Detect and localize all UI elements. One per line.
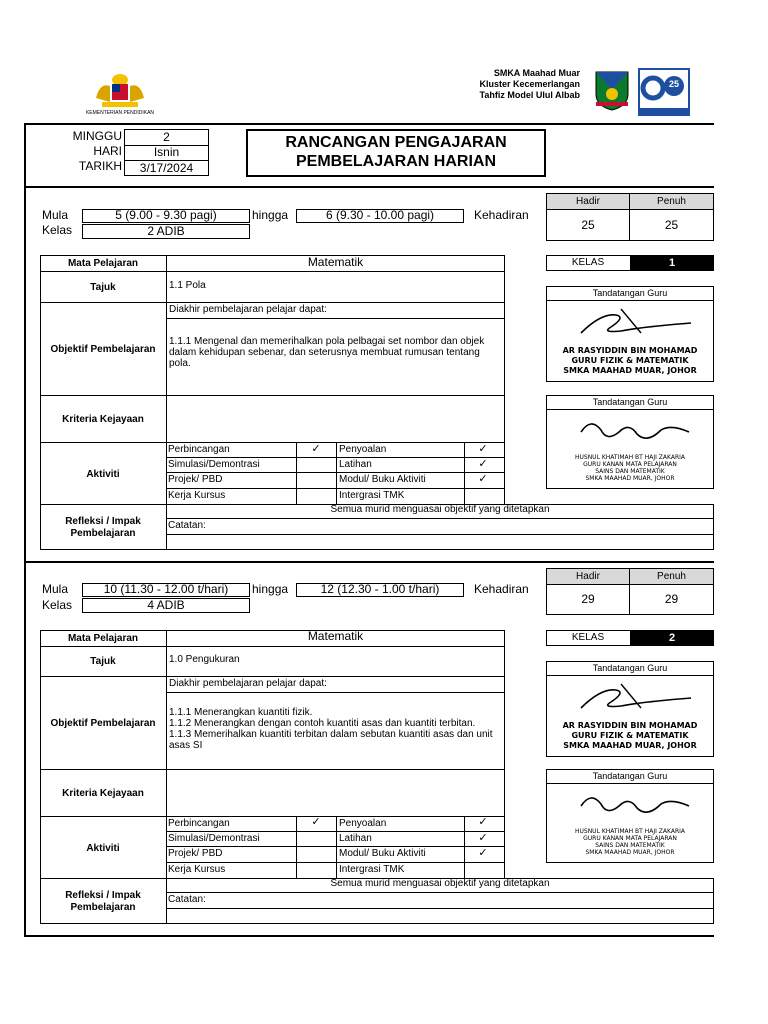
guru2-school: SMKA MAAHAD MUAR, JOHOR [585, 475, 675, 482]
signature-1-icon [571, 303, 701, 343]
objektif-intro: Diakhir pembelajaran pelajar dapat: [169, 304, 327, 315]
signature-1-icon [571, 678, 701, 718]
mata-pelajaran-label: Mata Pelajaran [67, 633, 139, 644]
guru1-role: GURU FIZIK & MATEMATIK [571, 731, 689, 740]
kelas-number: 2 [630, 631, 714, 646]
act-perbincangan: Perbincangan [168, 444, 230, 455]
signature-title: Tandatangan Guru [547, 396, 713, 410]
act-simulasi: Simulasi/Demontrasi [168, 459, 260, 470]
guru2-dept: SAINS DAN MATEMATIK [595, 468, 665, 475]
minggu-value: 2 [163, 130, 170, 144]
hadir-value: 29 [546, 584, 630, 615]
objektif-label: Objektif Pembelajaran [50, 717, 156, 729]
act-modul: Modul/ Buku Aktiviti [339, 848, 426, 859]
guru1-school: SMKA MAAHAD MUAR, JOHOR [563, 741, 697, 750]
refleksi-label: Refleksi / Impak Pembelajaran [65, 889, 141, 913]
refleksi-value: Semua murid menguasai objektif yang ditetapkan [330, 878, 550, 889]
kelas-label: Kelas [42, 598, 73, 612]
hadir-value: 25 [546, 209, 630, 241]
act-latihan: Latihan [339, 459, 372, 470]
signature-title: Tandatangan Guru [547, 662, 713, 676]
act-penyoalan: Penyoalan [339, 444, 387, 455]
catatan-label: Catatan: [168, 520, 206, 531]
act-projek: Projek/ PBD [168, 474, 223, 485]
ministry-label: KEMENTERIAN PENDIDIKAN [85, 110, 155, 116]
act-tmk: Intergrasi TMK [339, 490, 405, 501]
hingga-value: 12 (12.30 - 1.00 t/hari) [320, 582, 440, 596]
hadir-header: Hadir [546, 568, 630, 585]
penuh-header: Penuh [629, 193, 714, 210]
act-kerja: Kerja Kursus [168, 864, 226, 875]
school-crest [592, 68, 632, 112]
kelas-label: Kelas [42, 223, 73, 237]
aktiviti-label: Aktiviti [86, 842, 120, 854]
page-title-line1: RANCANGAN PENGAJARAN [285, 134, 507, 151]
minggu-label: MINGGU [72, 129, 122, 143]
mata-pelajaran-label: Mata Pelajaran [67, 258, 139, 269]
objektif-value: 1.1.1 Menerangkan kuantiti fizik. 1.1.2 Menerangkan dengan contoh kuantiti asas dan kuantiti terbitan. 1.1.3 Memerihalkan kuantiti terbitan dalam sebutan kuantiti asas dan unit asas SI [169, 707, 493, 751]
kelas-value: 2 ADIB [147, 224, 185, 238]
guru2-role: GURU KANAN MATA PELAJARAN [583, 461, 677, 468]
act-simulasi: Simulasi/Demontrasi [168, 833, 260, 844]
penuh-value: 25 [629, 209, 714, 241]
guru2-name: HUSNUL KHATIMAH BT HAJI ZAKARIA [574, 454, 685, 461]
objektif-value: 1.1.1 Mengenal dan memerihalkan pola pelbagai set nombor dan objek dalam kehidupan sebenar, dan seterusnya membuat rumusan tentang pola. [169, 336, 487, 369]
hingga-value: 6 (9.30 - 10.00 pagi) [325, 208, 435, 222]
signature-title: Tandatangan Guru [547, 770, 713, 784]
penuh-header: Penuh [629, 568, 714, 585]
tajuk-value: 1.0 Pengukuran [169, 654, 240, 665]
act-penyoalan: Penyoalan [339, 818, 387, 829]
tick-latihan: ✓ [478, 832, 488, 844]
kehadiran-label: Kehadiran [474, 582, 529, 596]
catatan-label: Catatan: [168, 894, 206, 905]
tajuk-value: 1.1 Pola [169, 280, 206, 291]
kelas-value: 4 ADIB [147, 598, 185, 612]
act-tmk: Intergrasi TMK [339, 864, 405, 875]
mula-label: Mula [42, 208, 69, 222]
guru2-name: HUSNUL KHATIMAH BT HAJI ZAKARIA [574, 828, 685, 835]
tarikh-value: 3/17/2024 [139, 161, 194, 175]
signature-2-icon [571, 786, 701, 826]
signature-2-icon [571, 412, 701, 452]
guru2-school: SMKA MAAHAD MUAR, JOHOR [585, 849, 675, 856]
act-latihan: Latihan [339, 833, 372, 844]
hingga-label: hingga [252, 582, 289, 596]
objektif-intro: Diakhir pembelajaran pelajar dapat: [169, 678, 327, 689]
act-modul: Modul/ Buku Aktiviti [339, 474, 426, 485]
tick-penyoalan: ✓ [478, 816, 488, 828]
school-cluster: Kluster Kecemerlangan [479, 79, 580, 89]
kelas-number: 1 [630, 256, 714, 271]
tick-modul: ✓ [478, 473, 488, 485]
objektif-label: Objektif Pembelajaran [50, 343, 156, 355]
guru2-dept: SAINS DAN MATEMATIK [595, 842, 665, 849]
refleksi-value: Semua murid menguasai objektif yang ditetapkan [330, 504, 550, 515]
tajuk-label: Tajuk [90, 656, 116, 667]
mula-label: Mula [42, 582, 69, 596]
kriteria-label: Kriteria Kejayaan [62, 413, 144, 425]
guru2-role: GURU KANAN MATA PELAJARAN [583, 835, 677, 842]
hingga-label: hingga [252, 208, 289, 222]
tick-penyoalan: ✓ [478, 443, 488, 455]
page-title-line2: PEMBELAJARAN HARIAN [295, 153, 496, 170]
mula-value: 5 (9.00 - 9.30 pagi) [115, 208, 217, 222]
school-program: Tahfiz Model Ulul Albab [479, 90, 580, 100]
kelas-box-label: KELAS [571, 632, 605, 643]
tick-modul: ✓ [478, 847, 488, 859]
mula-value: 10 (11.30 - 12.00 t/hari) [103, 582, 229, 596]
tarikh-label: TARIKH [78, 159, 122, 173]
kehadiran-label: Kehadiran [474, 208, 529, 222]
subject-value: Matematik [307, 629, 364, 643]
guru1-name: AR RASYIDDIN BIN MOHAMAD [562, 721, 698, 730]
act-perbincangan: Perbincangan [168, 818, 230, 829]
kriteria-label: Kriteria Kejayaan [62, 787, 144, 799]
hari-value: Isnin [153, 145, 180, 159]
aktiviti-label: Aktiviti [86, 468, 120, 480]
penuh-value: 29 [629, 584, 714, 615]
tajuk-label: Tajuk [90, 281, 116, 293]
hadir-header: Hadir [546, 193, 630, 210]
act-projek: Projek/ PBD [168, 848, 223, 859]
school-name: SMKA Maahad Muar [493, 68, 580, 78]
guru1-role: GURU FIZIK & MATEMATIK [571, 356, 689, 365]
hari-label: HARI [93, 144, 122, 158]
signature-title: Tandatangan Guru [547, 287, 713, 301]
excellence-logo [638, 68, 690, 116]
guru1-school: SMKA MAAHAD MUAR, JOHOR [563, 366, 697, 375]
subject-value: Matematik [307, 255, 364, 269]
kelas-box-label: KELAS [571, 257, 605, 268]
tick-perbincangan: ✓ [311, 443, 321, 455]
tick-perbincangan: ✓ [311, 816, 321, 828]
guru1-name: AR RASYIDDIN BIN MOHAMAD [562, 346, 698, 355]
act-kerja: Kerja Kursus [168, 490, 226, 501]
refleksi-label: Refleksi / Impak Pembelajaran [65, 515, 141, 539]
tick-latihan: ✓ [478, 458, 488, 470]
logo-number: 25 [668, 79, 679, 89]
